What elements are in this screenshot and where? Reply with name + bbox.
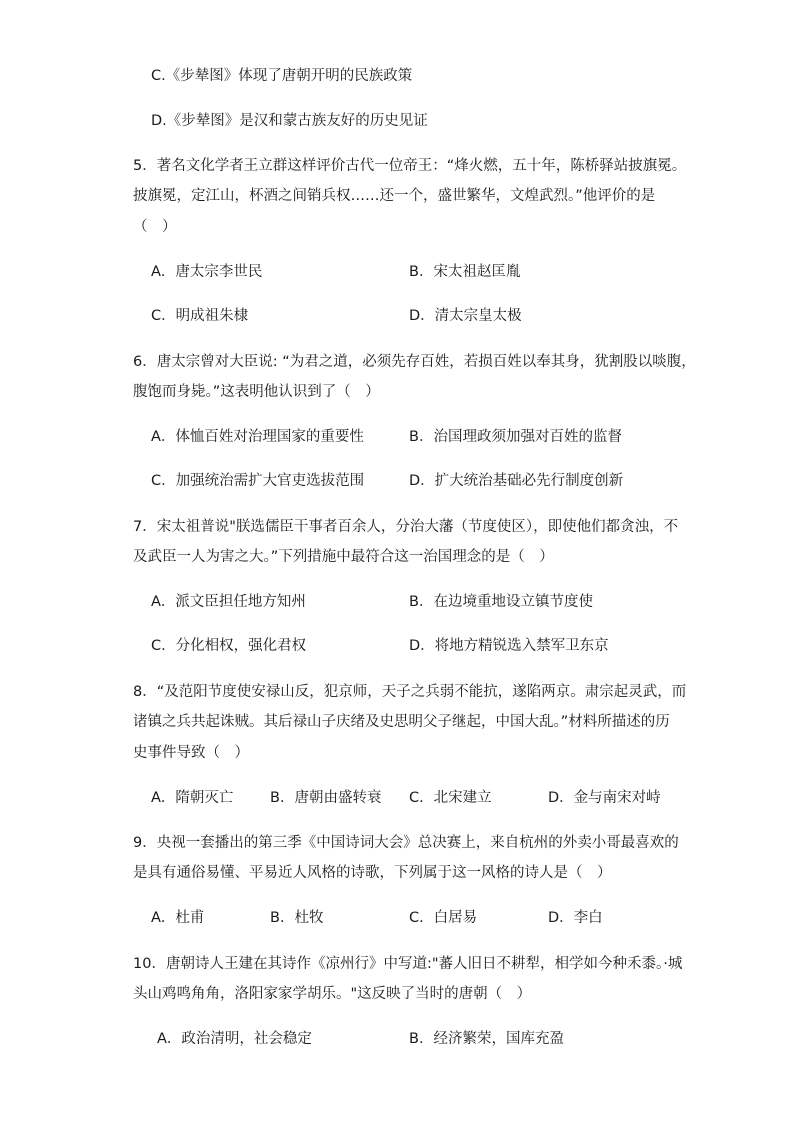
q10-stem-line2: 头山鸡鸣角角，洛阳家家学胡乐。"这反映了当时的唐朝（ ） (133, 986, 532, 1002)
q5-stem-line3: （ ） (133, 219, 177, 235)
q7-option-a: A．派文臣担任地方知州 (151, 594, 306, 610)
q5-stem-line2: 披旗冕，定江山，杯酒之间销兵权……还一个，盛世繁华，文煌武烈。”他评价的是 (133, 188, 656, 204)
q8-option-c: C．北宋建立 (409, 790, 492, 806)
q6-option-a: A．体恤百姓对治理国家的重要性 (151, 429, 364, 445)
q8-stem-line3: 史事件导致（ ） (133, 745, 249, 761)
q6-option-d: D．扩大统治基础必先行制度创新 (409, 473, 624, 489)
q9-option-a: A．杜甫 (151, 910, 205, 926)
q7-option-b: B．在边境重地设立镇节度使 (409, 594, 593, 610)
q7-option-c: C．分化相权，强化君权 (151, 638, 307, 654)
option-c-prev: C.《步辇图》体现了唐朝开明的民族政策 (151, 68, 413, 84)
q7-option-d: D．将地方精锐选入禁军卫东京 (409, 638, 609, 654)
q6-option-c: C．加强统治需扩大官吏选拔范围 (151, 473, 365, 489)
q5-option-c: C．明成祖朱棣 (151, 308, 249, 324)
q7-stem-line2: 及武臣一人为害之大。”下列措施中最符合这一治国理念的是（ ） (133, 549, 554, 565)
q9-option-b: B．杜牧 (270, 910, 324, 926)
q7-stem-line1: 7．宋太祖普说"朕选儒臣干事者百余人，分治大藩（节度使区），即使他们都贪浊，不 (133, 519, 679, 535)
q10-option-a: A．政治清明，社会稳定 (157, 1031, 312, 1047)
q9-option-d: D．李白 (548, 910, 603, 926)
q5-stem-line1: 5．著名文化学者王立群这样评价古代一位帝王：“烽火燃，五十年，陈桥驿站披旗冕。 (133, 158, 687, 174)
q8-option-b: B．唐朝由盛转衰 (270, 790, 382, 806)
q10-option-b: B．经济繁荣，国库充盈 (409, 1031, 564, 1047)
q8-stem-line1: 8．“及范阳节度使安禄山反，犯京师，天子之兵弱不能抗，遂陷两京。肃宗起灵武，而 (133, 684, 687, 700)
q9-stem-line2: 是具有通俗易懂、平易近人风格的诗歌，下列属于这一风格的诗人是（ ） (133, 865, 612, 881)
q5-option-b: B．宋太祖赵匡胤 (409, 264, 521, 280)
q9-option-c: C．白居易 (409, 910, 478, 926)
q6-stem-line2: 腹饱而身毙。”这表明他认识到了（ ） (133, 384, 380, 400)
q8-option-a: A．隋朝灭亡 (151, 790, 234, 806)
q8-stem-line2: 诸镇之兵共起诛贼。其后禄山子庆绪及史思明父子继起，中国大乱。”材料所描述的历 (133, 714, 670, 730)
q10-stem-line1: 10．唐朝诗人王建在其诗作《凉州行》中写道:"蕃人旧日不耕犁，相学如今种禾黍。·城 (133, 956, 683, 972)
q6-option-b: B．治国理政须加强对百姓的监督 (409, 429, 622, 445)
option-d-prev: D.《步辇图》是汉和蒙古族友好的历史见证 (151, 113, 428, 129)
q6-stem-line1: 6．唐太宗曾对大臣说: “为君之道，必须先存百姓，若损百姓以奉其身，犹割股以啖腹， (133, 354, 696, 370)
q8-option-d: D．金与南宋对峙 (548, 790, 661, 806)
q9-stem-line1: 9．央视一套播出的第三季《中国诗词大会》总决赛上，来自杭州的外卖小哥最喜欢的 (133, 835, 679, 851)
q5-option-a: A．唐太宗李世民 (151, 264, 263, 280)
q5-option-d: D．清太宗皇太极 (409, 308, 522, 324)
